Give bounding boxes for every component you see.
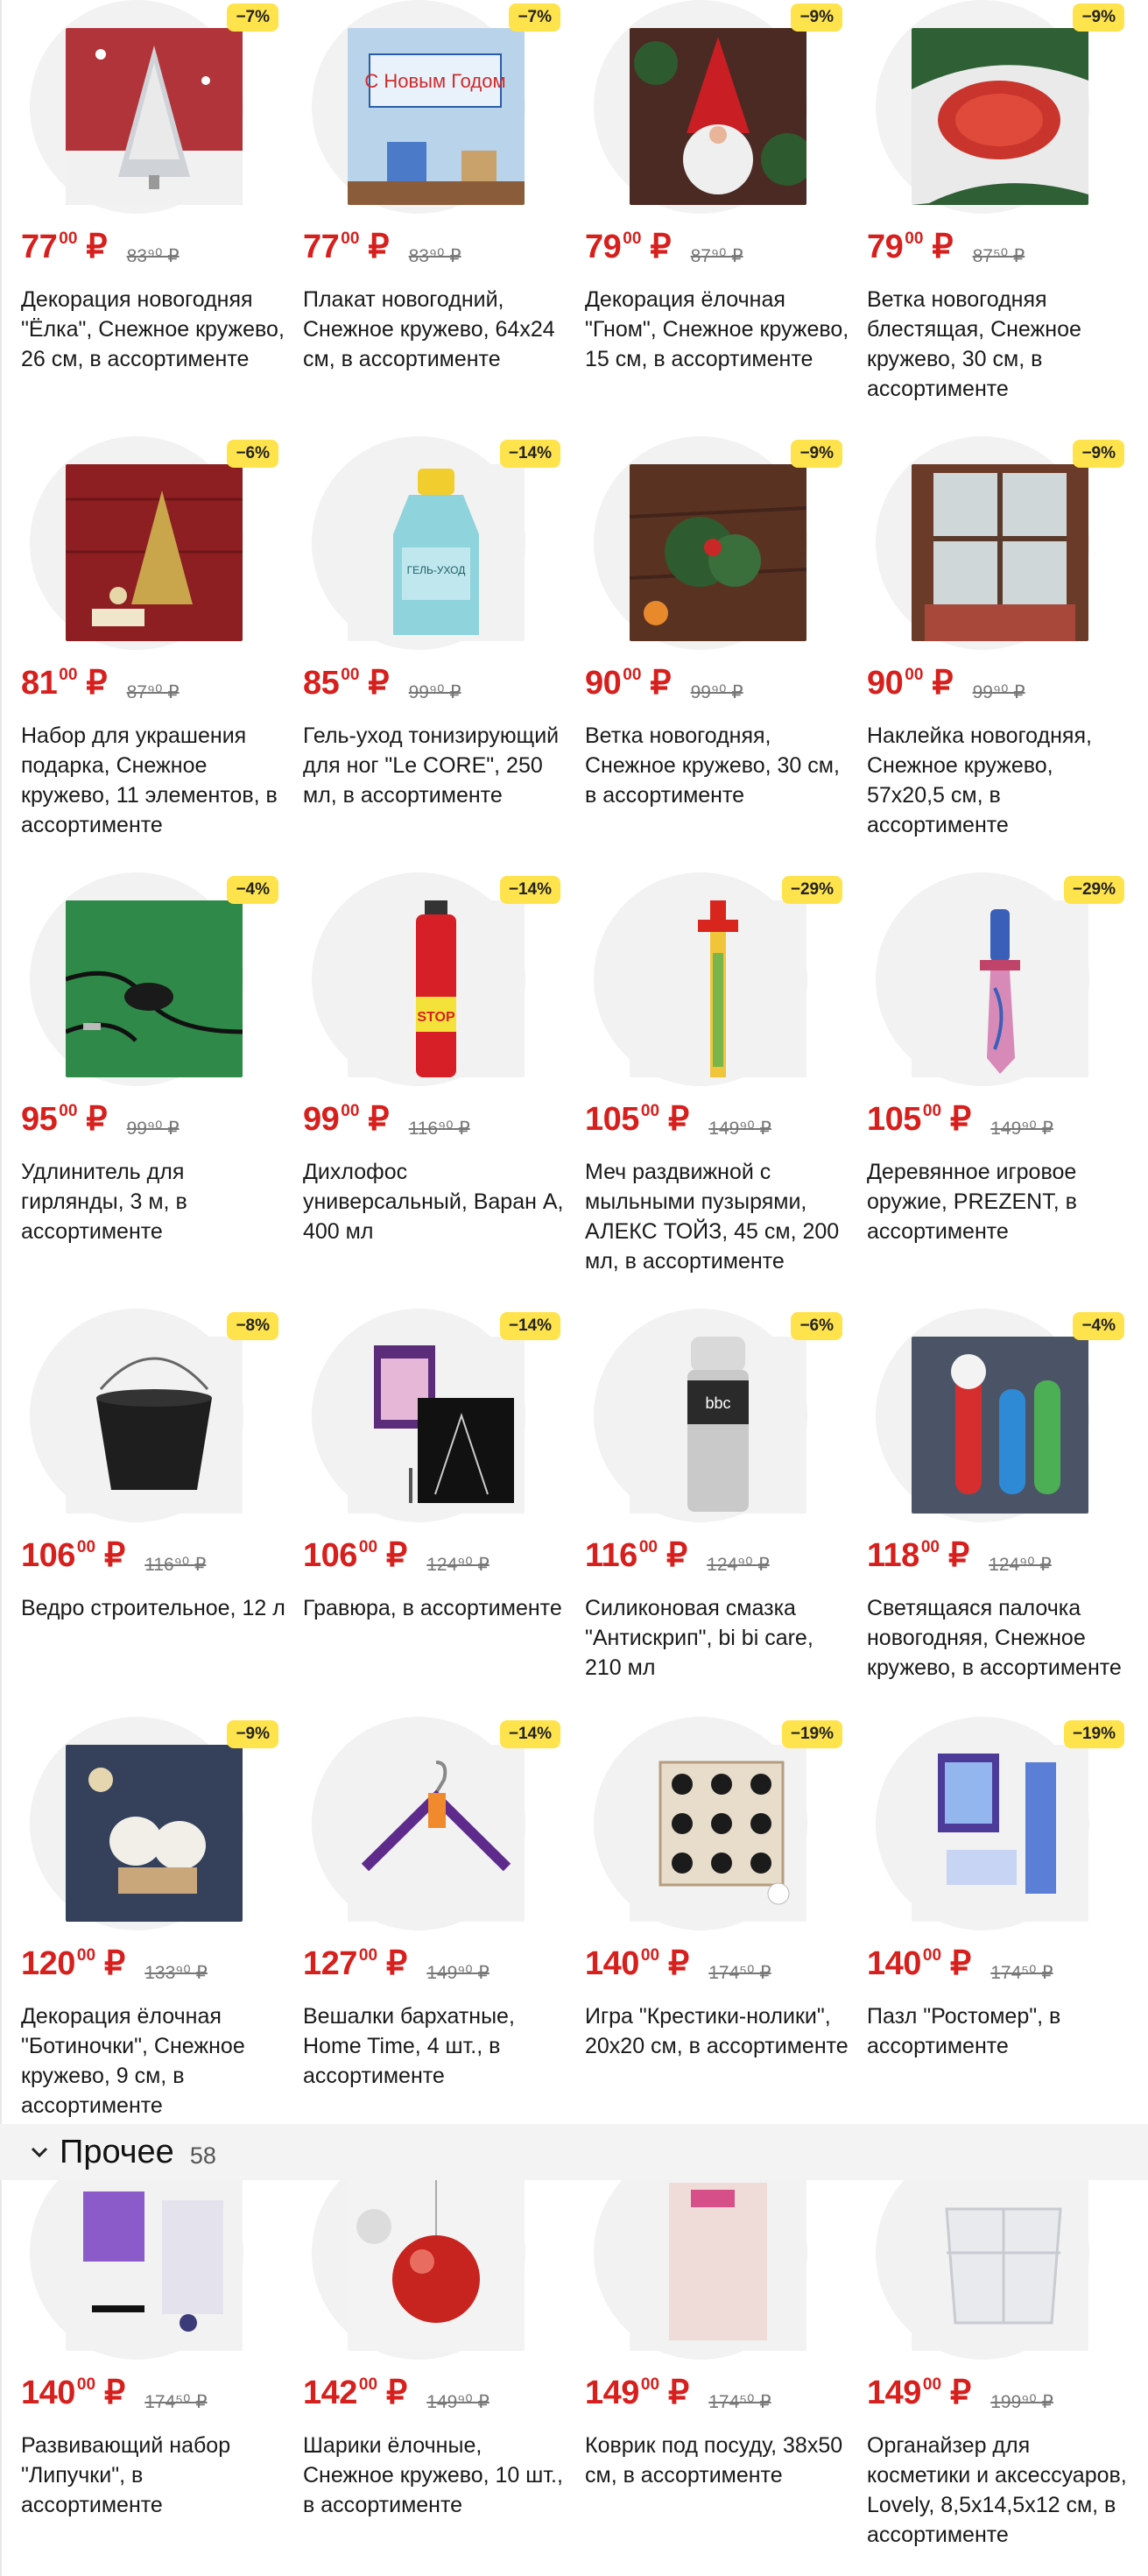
old-price: 99⁹⁰ ₽ xyxy=(690,682,743,702)
price xyxy=(303,1946,489,1984)
price-kopecks: 00 xyxy=(76,1946,96,1965)
svg-text:bbc: bbc xyxy=(705,1394,731,1412)
product-title[interactable]: Шарики ёлочные, Снежное кружево, 10 шт., в ассортименте xyxy=(303,2433,563,2517)
tic-tac-toe-image[interactable] xyxy=(630,1745,806,1922)
product-title[interactable]: Декорация ёлочная "Ботиночки", Снежное кружево, 9 см, в ассортименте xyxy=(21,2004,245,2118)
currency-sign: ₽ xyxy=(650,665,672,702)
product-title[interactable]: Силиконовая смазка "Антискрип", bi bi care, 210 мл xyxy=(585,1596,813,1680)
currency-sign: ₽ xyxy=(668,1945,690,1982)
price xyxy=(303,1538,489,1576)
discount-badge: −14% xyxy=(500,1312,560,1340)
chevron-down-icon[interactable] xyxy=(30,2142,49,2162)
product-title[interactable]: Гель-уход тонизирующий для ног "Le CORE", 250 мл, в ассортименте xyxy=(303,723,560,808)
svg-text:ГЕЛЬ-УХОД: ГЕЛЬ-УХОД xyxy=(406,564,466,576)
product-card[interactable] xyxy=(846,1309,1128,1738)
price-kopecks: 00 xyxy=(59,1102,78,1120)
discount-badge: −19% xyxy=(1064,1720,1124,1748)
glitter-branch-image[interactable] xyxy=(912,28,1088,205)
price xyxy=(867,1946,1053,1984)
discount-badge: −9% xyxy=(1073,440,1124,468)
old-price: 124⁹⁰ ₽ xyxy=(426,1555,489,1575)
old-price: 87⁹⁰ ₽ xyxy=(690,246,743,266)
price-rubles: 77 xyxy=(303,229,340,265)
old-price: 174⁵⁰ ₽ xyxy=(144,2392,208,2412)
gift-decor-set-image[interactable] xyxy=(66,464,243,641)
product-title[interactable]: Ветка новогодняя, Снежное кружево, 30 см, в ассортименте xyxy=(585,723,840,808)
product-card[interactable] xyxy=(846,436,1128,865)
price-rubles: 142 xyxy=(303,2375,357,2411)
svg-text:С Новым Годом: С Новым Годом xyxy=(364,70,506,92)
product-card[interactable] xyxy=(0,872,282,1302)
window-sticker-image[interactable] xyxy=(912,464,1088,641)
currency-sign: ₽ xyxy=(386,1537,408,1574)
price-kopecks: 00 xyxy=(922,2375,942,2394)
product-card[interactable] xyxy=(564,2146,846,2575)
svg-text:STOP: STOP xyxy=(417,1010,455,1025)
discount-badge: −9% xyxy=(791,440,842,468)
product-title[interactable]: Игра "Крестики-нолики", 20х20 см, в ассортименте xyxy=(585,2004,849,2058)
bucket-image[interactable] xyxy=(66,1337,243,1514)
currency-sign: ₽ xyxy=(950,1101,972,1138)
price xyxy=(21,666,180,703)
engraving-kit-image[interactable] xyxy=(348,1337,525,1514)
price-kopecks: 00 xyxy=(59,229,78,248)
silicone-spray-image[interactable] xyxy=(630,1337,806,1514)
price-rubles: 140 xyxy=(585,1945,639,1982)
cosmetic-organizer-image[interactable] xyxy=(912,2174,1088,2351)
discount-badge: −9% xyxy=(227,1720,278,1748)
old-price: 174⁵⁰ ₽ xyxy=(708,2392,771,2412)
gnome-image[interactable] xyxy=(630,28,806,205)
section-title: Прочее xyxy=(60,2133,174,2170)
old-price: 149⁹⁰ ₽ xyxy=(426,2392,489,2412)
section-count: 58 xyxy=(189,2142,216,2169)
old-price: 99⁹⁰ ₽ xyxy=(972,682,1025,702)
product-title[interactable]: Наклейка новогодняя, Снежное кружево, 57х20,5 см, в ассортименте xyxy=(867,723,1092,837)
currency-sign: ₽ xyxy=(86,1101,108,1138)
boots-ornament-image[interactable] xyxy=(66,1745,243,1922)
price-rubles: 149 xyxy=(867,2375,921,2411)
old-price: 99⁹⁰ ₽ xyxy=(126,1119,180,1139)
old-price: 99⁹⁰ ₽ xyxy=(408,682,461,702)
price-kopecks: 00 xyxy=(341,1102,360,1120)
discount-badge: −6% xyxy=(791,1312,842,1340)
dish-mat-image[interactable] xyxy=(630,2174,806,2351)
old-price: 124⁹⁰ ₽ xyxy=(989,1555,1052,1575)
currency-sign: ₽ xyxy=(950,1945,972,1982)
price-rubles: 95 xyxy=(21,1101,58,1138)
currency-sign: ₽ xyxy=(650,229,672,265)
price-kopecks: 00 xyxy=(640,2375,660,2394)
currency-sign: ₽ xyxy=(368,1101,390,1138)
currency-sign: ₽ xyxy=(950,2375,972,2411)
product-card[interactable] xyxy=(282,436,564,865)
ornament-balls-image[interactable] xyxy=(348,2174,525,2351)
product-title[interactable]: Ведро строительное, 12 л xyxy=(21,1596,285,1620)
price-rubles: 116 xyxy=(585,1537,637,1574)
price-rubles: 90 xyxy=(867,665,904,702)
price xyxy=(867,1102,1053,1140)
old-price: 116⁹⁰ ₽ xyxy=(144,1555,207,1575)
product-card[interactable] xyxy=(846,2146,1128,2575)
new-year-poster-image[interactable] xyxy=(348,28,525,205)
price-rubles: 77 xyxy=(21,229,58,265)
discount-badge: −14% xyxy=(500,440,560,468)
old-price: 149⁹⁰ ₽ xyxy=(990,1119,1053,1139)
old-price: 199⁹⁰ ₽ xyxy=(990,2392,1053,2412)
price-rubles: 79 xyxy=(585,229,622,265)
old-price: 83⁹⁰ ₽ xyxy=(408,246,461,266)
product-title[interactable]: Гравюра, в ассортименте xyxy=(303,1596,562,1620)
currency-sign: ₽ xyxy=(932,665,954,702)
discount-badge: −7% xyxy=(509,4,560,32)
price-kopecks: 00 xyxy=(76,1538,96,1556)
price xyxy=(21,1946,208,1984)
price-kopecks: 00 xyxy=(922,1102,942,1120)
currency-sign: ₽ xyxy=(86,665,108,702)
price-kopecks: 00 xyxy=(358,1538,378,1556)
price-rubles: 79 xyxy=(867,229,904,265)
product-card[interactable] xyxy=(564,1309,846,1738)
price-rubles: 106 xyxy=(21,1537,75,1574)
velvet-hanger-image[interactable] xyxy=(348,1745,525,1922)
discount-badge: −4% xyxy=(227,876,278,904)
bubble-sword-image[interactable] xyxy=(630,900,806,1077)
product-card[interactable] xyxy=(282,2146,564,2575)
price xyxy=(303,1102,470,1140)
price xyxy=(585,1946,771,1984)
price-rubles: 140 xyxy=(21,2375,75,2411)
product-title[interactable]: Вешалки бархатные, Home Time, 4 шт., в ассортименте xyxy=(303,2004,515,2088)
product-card[interactable] xyxy=(846,1717,1128,2146)
product-title[interactable]: Светящаяся палочка новогодняя, Снежное кружево, в ассортименте xyxy=(867,1596,1122,1680)
product-card[interactable] xyxy=(564,872,846,1302)
price-rubles: 140 xyxy=(867,1945,921,1982)
price-rubles: 85 xyxy=(303,665,340,702)
old-price: 87⁹⁰ ₽ xyxy=(126,682,180,702)
discount-badge: −14% xyxy=(500,1720,560,1748)
currency-sign: ₽ xyxy=(668,1101,690,1138)
price-kopecks: 00 xyxy=(905,666,924,684)
product-card[interactable] xyxy=(0,436,282,865)
price-kopecks: 00 xyxy=(341,229,360,248)
price-rubles: 90 xyxy=(585,665,622,702)
price xyxy=(303,2375,489,2413)
discount-badge: −29% xyxy=(1064,876,1124,904)
price-rubles: 105 xyxy=(867,1101,921,1138)
price-rubles: 149 xyxy=(585,2375,639,2411)
discount-badge: −14% xyxy=(500,876,560,904)
product-title[interactable]: Плакат новогодний, Снежное кружево, 64х24 см, в ассортименте xyxy=(303,287,555,371)
tinsel-tree-image[interactable] xyxy=(66,28,243,205)
price xyxy=(585,229,743,267)
price-kopecks: 00 xyxy=(623,666,642,684)
product-card[interactable] xyxy=(564,1717,849,2146)
currency-sign: ₽ xyxy=(104,1945,126,1982)
christmas-branch-image[interactable] xyxy=(630,464,806,641)
insect-spray-image[interactable] xyxy=(348,900,525,1077)
product-title[interactable]: Дихлофос универсальный, Варан А, 400 мл xyxy=(303,1160,564,1244)
foot-gel-bottle-image[interactable] xyxy=(348,464,525,641)
price-kopecks: 00 xyxy=(76,2375,96,2394)
currency-sign: ₽ xyxy=(104,1537,126,1574)
currency-sign: ₽ xyxy=(666,1537,688,1574)
velcro-set-image[interactable] xyxy=(66,2174,243,2351)
price xyxy=(867,229,1025,267)
price-kopecks: 00 xyxy=(640,1946,660,1965)
price-rubles: 81 xyxy=(21,665,58,702)
currency-sign: ₽ xyxy=(104,2375,126,2411)
product-card[interactable] xyxy=(282,872,564,1302)
extension-cord-image[interactable] xyxy=(66,900,243,1077)
section-header[interactable] xyxy=(0,2124,1148,2180)
discount-badge: −19% xyxy=(782,1720,842,1748)
product-card[interactable] xyxy=(282,0,564,429)
old-price: 83⁹⁰ ₽ xyxy=(126,246,180,266)
product-title[interactable]: Ветка новогодняя блестящая, Снежное кружево, 30 см, в ассортименте xyxy=(867,287,1081,401)
old-price: 174⁵⁰ ₽ xyxy=(990,1963,1053,1983)
currency-sign: ₽ xyxy=(368,665,390,702)
price-rubles: 118 xyxy=(867,1537,919,1574)
discount-badge: −7% xyxy=(227,4,278,32)
wooden-knife-image[interactable] xyxy=(912,900,1088,1077)
old-price: 174⁵⁰ ₽ xyxy=(708,1963,771,1983)
product-title[interactable]: Пазл "Ростомер", в ассортименте xyxy=(867,2004,1061,2058)
product-title[interactable]: Развивающий набор "Липучки", в ассортименте xyxy=(21,2433,231,2517)
product-card[interactable] xyxy=(564,436,846,865)
price-rubles: 99 xyxy=(303,1101,340,1138)
product-card[interactable] xyxy=(0,2146,282,2575)
discount-badge: −4% xyxy=(1073,1312,1124,1340)
discount-badge: −29% xyxy=(782,876,842,904)
price-kopecks: 00 xyxy=(640,1102,660,1120)
price-rubles: 106 xyxy=(303,1537,357,1574)
old-price: 149⁹⁰ ₽ xyxy=(708,1119,771,1139)
product-card[interactable] xyxy=(846,0,1128,429)
currency-sign: ₽ xyxy=(932,229,954,265)
price-kopecks: 00 xyxy=(905,229,924,248)
discount-badge: −9% xyxy=(791,4,842,32)
price xyxy=(867,2375,1053,2413)
price xyxy=(21,1538,206,1576)
price-kopecks: 00 xyxy=(358,2375,378,2394)
glow-stick-image[interactable] xyxy=(912,1337,1088,1514)
price xyxy=(21,229,180,267)
product-title[interactable]: Коврик под посуду, 38х50 см, в ассортименте xyxy=(585,2433,843,2488)
old-price: 116⁹⁰ ₽ xyxy=(408,1119,470,1139)
product-card[interactable] xyxy=(0,1309,285,1738)
product-title[interactable]: Деревянное игровое оружие, PREZENT, в ассортименте xyxy=(867,1160,1077,1244)
product-card[interactable] xyxy=(0,1717,282,2146)
old-price: 87⁵⁰ ₽ xyxy=(972,246,1025,266)
old-price: 133⁹⁰ ₽ xyxy=(144,1963,208,1983)
price xyxy=(867,666,1025,703)
currency-sign: ₽ xyxy=(386,2375,408,2411)
price-kopecks: 00 xyxy=(920,1538,940,1556)
discount-badge: −8% xyxy=(227,1312,278,1340)
price-kopecks: 00 xyxy=(59,666,78,684)
product-card[interactable] xyxy=(282,1717,564,2146)
product-card[interactable] xyxy=(282,1309,564,1738)
price xyxy=(585,2375,771,2413)
price xyxy=(303,666,461,703)
currency-sign: ₽ xyxy=(368,229,390,265)
price-kopecks: 00 xyxy=(358,1946,378,1965)
price-kopecks: 00 xyxy=(341,666,360,684)
product-title[interactable]: Меч раздвижной с мыльными пузырями, АЛЕКС ТОЙЗ, 45 см, 200 мл, в ассортименте xyxy=(585,1160,840,1274)
product-card[interactable] xyxy=(846,872,1128,1302)
discount-badge: −6% xyxy=(227,440,278,468)
price xyxy=(867,1538,1052,1576)
product-title[interactable]: Декорация ёлочная "Гном", Снежное кружево, 15 см, в ассортименте xyxy=(585,287,849,371)
product-title[interactable]: Декорация новогодняя "Ёлка", Снежное кружево, 26 см, в ассортименте xyxy=(21,287,285,371)
price xyxy=(585,1538,770,1576)
currency-sign: ₽ xyxy=(668,2375,690,2411)
old-price: 124⁹⁰ ₽ xyxy=(707,1555,770,1575)
price xyxy=(585,666,743,703)
price-rubles: 105 xyxy=(585,1101,639,1138)
price-rubles: 127 xyxy=(303,1945,357,1982)
currency-sign: ₽ xyxy=(386,1945,408,1982)
old-price: 149⁹⁰ ₽ xyxy=(426,1963,489,1983)
price xyxy=(585,1102,771,1140)
product-title[interactable]: Органайзер для косметики и аксессуаров, Lovely, 8,5х14,5х12 см, в ассортименте xyxy=(867,2433,1127,2547)
currency-sign: ₽ xyxy=(947,1537,970,1574)
product-title[interactable]: Удлинитель для гирлянды, 3 м, в ассортименте xyxy=(21,1160,187,1244)
price-rubles: 120 xyxy=(21,1945,75,1982)
discount-badge: −9% xyxy=(1073,4,1124,32)
price xyxy=(21,1102,180,1140)
price-kopecks: 00 xyxy=(638,1538,658,1556)
height-puzzle-image[interactable] xyxy=(912,1745,1088,1922)
product-card[interactable] xyxy=(0,0,285,429)
product-title[interactable]: Набор для украшения подарка, Снежное кружево, 11 элементов, в ассортименте xyxy=(21,723,278,837)
price-kopecks: 00 xyxy=(922,1946,942,1965)
product-card[interactable] xyxy=(564,0,849,429)
currency-sign: ₽ xyxy=(86,229,108,265)
price xyxy=(303,229,461,267)
price xyxy=(21,2375,208,2413)
price-kopecks: 00 xyxy=(623,229,642,248)
